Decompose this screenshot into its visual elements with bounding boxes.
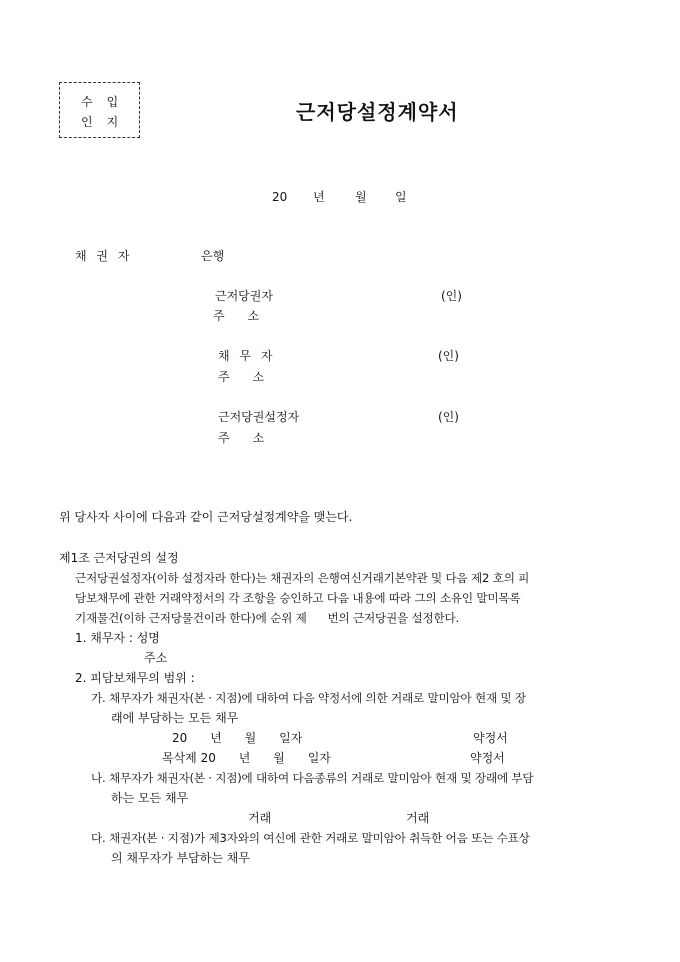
date-day-label: 일 <box>395 190 407 204</box>
date-month-label: 월 <box>355 190 367 204</box>
mortgagor-name-label: 근저당권설정자 <box>218 410 300 424</box>
item2-ga-line2: 래에 부담하는 모든 채무 <box>111 711 239 725</box>
item2-ga-date2: 목삭제 20 년 월 일자 <box>162 751 331 765</box>
date-year: 20 <box>272 190 288 204</box>
item2-na-line2: 하는 모든 채무 <box>111 791 189 805</box>
item2-da-line1: 다. 채권자(본 · 지점)가 제3자와의 여신에 관한 거래로 말미암아 취득한 어음 또는 수표상 <box>91 831 530 845</box>
document-title: 근저당설정계약서 <box>296 100 459 124</box>
stamp-line-1: 수입 <box>81 95 133 109</box>
item2-ga-line1: 가. 채무자가 채권자(본 · 지점)에 대하여 다음 약정서에 의한 거래로 말미암아 현재 및 장 <box>91 691 526 705</box>
debtor-name-label: 채 무 자 <box>218 349 276 363</box>
article1-heading: 제1조 근저당권의 설정 <box>59 551 179 565</box>
item2-na-trade1: 거래 <box>248 811 272 825</box>
item2-na-line1: 나. 채무자가 채권자(본 · 지점)에 대하여 다음종류의 거래로 말미암아 현재 및 장래에 부담 <box>91 771 534 785</box>
revenue-stamp-box <box>59 82 140 138</box>
date-year-label: 년 <box>313 190 325 204</box>
item2-ga-doc2: 약정서 <box>470 751 505 765</box>
item2-da-line2: 의 채무자가 부담하는 채무 <box>111 851 250 865</box>
item2-na-trade2: 거래 <box>406 811 430 825</box>
debtor-seal: (인) <box>438 349 459 363</box>
item1-address-label: 주소 <box>144 651 168 665</box>
item2-ga-doc1: 약정서 <box>473 731 508 745</box>
item2-ga-date1: 20 년 월 일자 <box>172 731 303 745</box>
article1-para-line1: 근저당권설정자(이하 설정자라 한다)는 채권자의 은행여신거래기본약관 및 다음 제2 호의 피 <box>75 571 530 585</box>
mortgagor-seal: (인) <box>438 410 459 424</box>
mortgagee-address-label: 주 소 <box>213 309 260 323</box>
debtor-address-label: 주 소 <box>218 370 265 384</box>
stamp-line-2: 인지 <box>81 115 133 129</box>
item1-label: 1. 채무자 : 성명 <box>75 631 160 645</box>
article1-para-line2: 담보채무에 관한 거래약정서의 각 조항을 승인하고 다음 내용에 따라 그의 소유인 말미목록 <box>75 591 521 605</box>
item2-label: 2. 피담보채무의 범위 : <box>75 671 195 685</box>
creditor-bank: 은행 <box>201 249 225 263</box>
mortgagor-address-label: 주 소 <box>218 431 265 445</box>
creditor-label: 채 권 자 <box>75 249 133 263</box>
mortgagee-name-label: 근저당권자 <box>215 289 273 303</box>
article1-para-line3: 기재물건(이하 근저당물건이라 한다)에 순위 제 번의 근저당권을 설정한다. <box>75 611 459 625</box>
intro-text: 위 당사자 사이에 다음과 같이 근저당설정계약을 맺는다. <box>59 510 353 524</box>
mortgagee-seal: (인) <box>441 289 462 303</box>
